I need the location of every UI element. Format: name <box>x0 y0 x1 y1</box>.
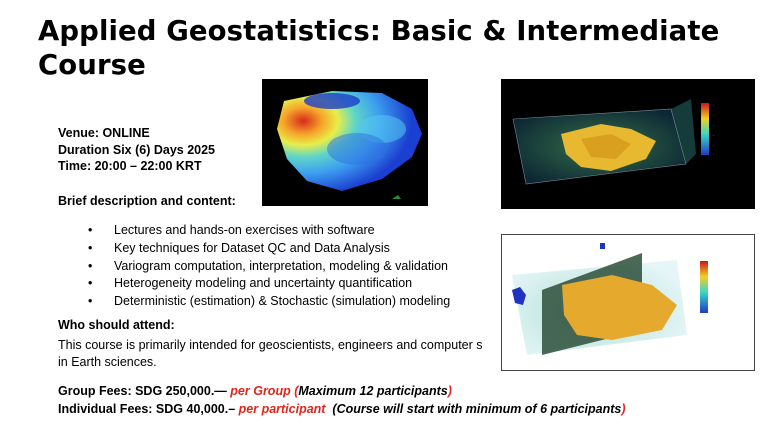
page-title: Applied Geostatistics: Basic & Intermediate Course <box>38 15 720 81</box>
svg-text:-: - <box>713 113 715 117</box>
list-item: • Variogram computation, interpretation, modeling & validation <box>88 258 450 276</box>
group-fee-line <box>58 383 626 401</box>
time-text: Time: 20:00 – 22:00 KRT <box>58 159 202 173</box>
volume-model-image <box>501 79 755 209</box>
group-fee-red: per Group ( <box>230 384 299 398</box>
individual-fee-note: (Course will start with minimum of 6 participants <box>332 401 622 416</box>
audience-line-2: in Earth sciences. <box>58 355 157 369</box>
surface-model-image <box>262 79 428 206</box>
svg-text:-: - <box>713 123 715 127</box>
group-fee-label: Group Fees: SDG 250,000.— <box>58 384 231 398</box>
section-model-image <box>501 234 755 371</box>
individual-fee-close: ) <box>621 401 626 416</box>
list-item: • Lectures and hands-on exercises with software <box>88 222 450 240</box>
course-details <box>58 125 215 175</box>
list-item: • Deterministic (estimation) & Stochastic (simulation) modeling <box>88 293 450 311</box>
group-fee-close: ) <box>447 384 452 398</box>
audience-description <box>58 337 498 371</box>
svg-text:-: - <box>713 152 715 156</box>
content-list <box>88 222 450 311</box>
list-item: • Key techniques for Dataset QC and Data Analysis <box>88 240 450 258</box>
svg-text:-: - <box>713 133 715 137</box>
individual-fee-red: per participant <box>238 401 326 416</box>
svg-text:-: - <box>713 103 715 107</box>
who-heading: Who should attend: <box>58 318 175 332</box>
audience-line-1: This course is primarily intended for geoscientists, engineers and computer s <box>58 338 483 352</box>
individual-fee-label: Individual Fees: SDG 40,000.– <box>58 401 239 416</box>
duration-text: Duration Six (6) Days 2025 <box>58 142 216 157</box>
individual-fee-line <box>58 401 626 419</box>
brief-heading: Brief description and content: <box>58 194 236 208</box>
group-fee-note: Maximum 12 participants <box>298 384 448 398</box>
venue-text: Venue: ONLINE <box>58 126 150 140</box>
list-item: • Heterogeneity modeling and uncertainty quantification <box>88 275 450 293</box>
fees-block <box>58 383 626 418</box>
svg-text:-: - <box>713 143 715 147</box>
